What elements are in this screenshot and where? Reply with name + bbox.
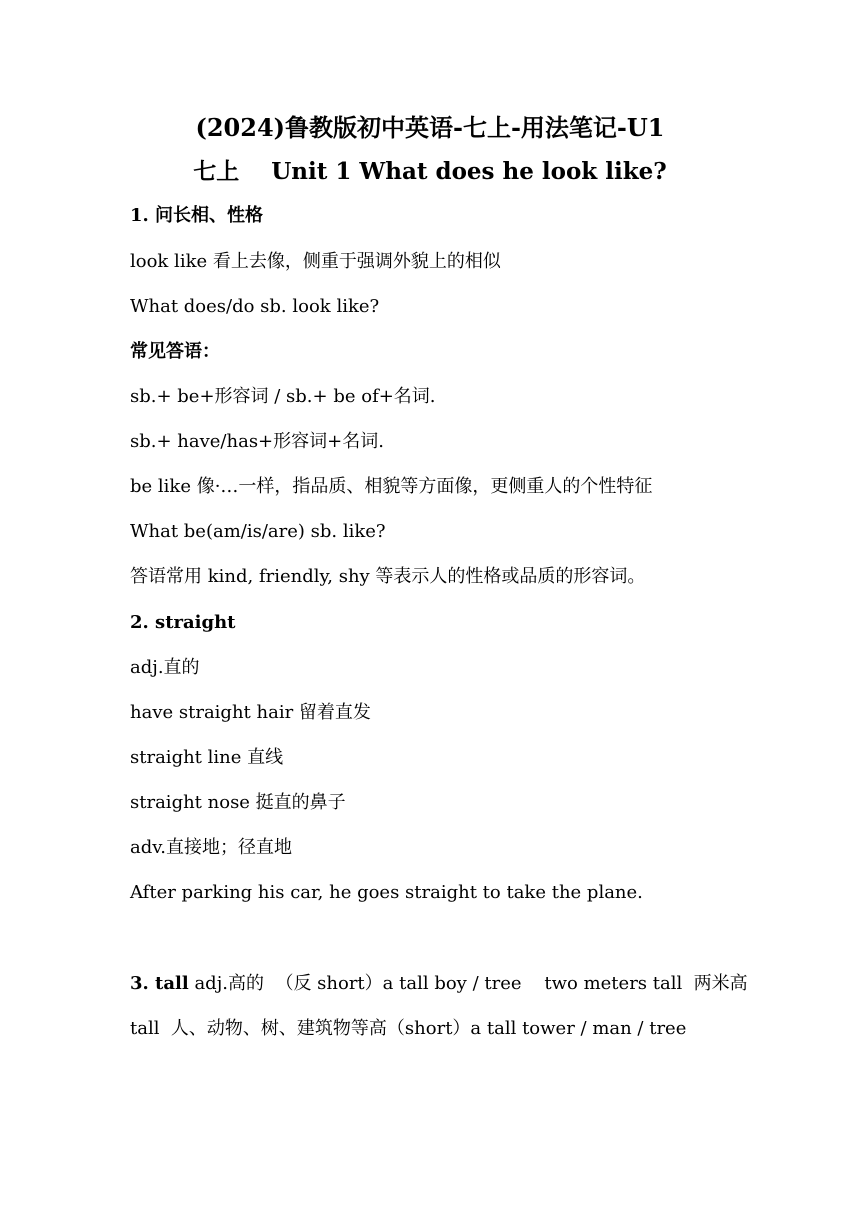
text-line: After parking his car, he goes straight to take the plane.: [130, 882, 643, 903]
section-heading-3: 3. tall: [130, 973, 189, 994]
section-heading-2: 2. straight: [130, 612, 236, 633]
text-line: adj.直的: [130, 657, 200, 678]
section-heading-1: 1. 问长相、性格: [130, 205, 264, 226]
text-line: straight line 直线: [130, 747, 284, 768]
section-line-3: [130, 971, 748, 997]
answers-heading: 常见答语：: [130, 341, 220, 362]
text-segment: adj.高的 （反 short）a tall boy / tree two meters tall 两米高: [188, 973, 748, 994]
text-line: tall 人、动物、树、建筑物等高（short）a tall tower / man / tree: [130, 1018, 687, 1039]
text-line: What does/do sb. look like?: [130, 296, 380, 317]
text-line: be like 像·…一样，指品质、相貌等方面像，更侧重人的个性特征: [130, 476, 653, 497]
unit-subtitle: 七上 Unit 1 What does he look like?: [193, 158, 667, 185]
text-line: sb.+ have/has+形容词+名词.: [130, 431, 384, 452]
text-line: What be(am/is/are) sb. like?: [130, 521, 386, 542]
text-line: look like 看上去像，侧重于强调外貌上的相似: [130, 251, 501, 272]
document-title: (2024)鲁教版初中英语-七上-用法笔记-U1: [195, 113, 665, 142]
text-line: sb.+ be+形容词 / sb.+ be of+名词.: [130, 386, 436, 407]
text-line: adv.直接地；径直地: [130, 837, 293, 858]
text-line: straight nose 挺直的鼻子: [130, 792, 346, 813]
text-line: have straight hair 留着直发: [130, 702, 371, 723]
text-line: 答语常用 kind, friendly, shy 等表示人的性格或品质的形容词。: [130, 566, 646, 587]
